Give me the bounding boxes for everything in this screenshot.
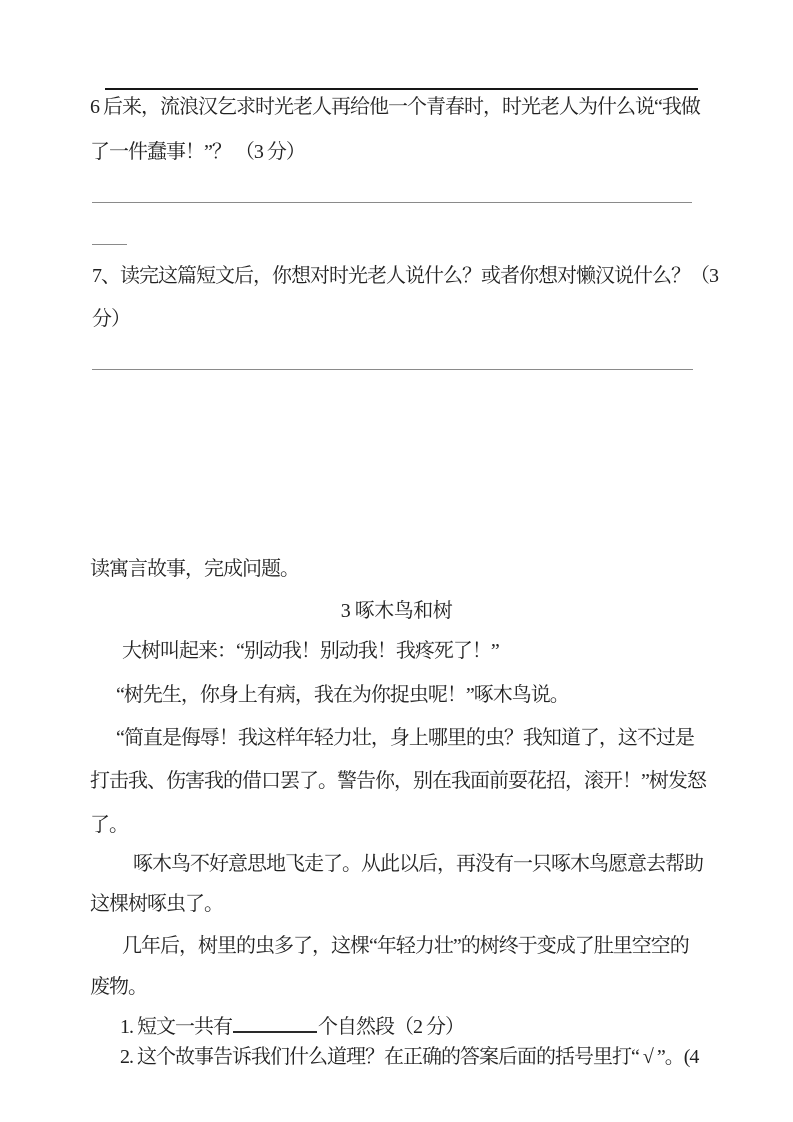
story-paragraph-4-line-1: 啄木鸟不好意思地飞走了。从此以后，再没有一只啄木鸟愿意去帮助 <box>133 853 703 875</box>
question-7-line-1: 7、读完这篇短文后，你想对时光老人说什么？或者你想对懒汉说什么？（3 <box>92 265 718 287</box>
question-7-line-2: 分） <box>92 308 130 330</box>
subquestion-1 <box>120 1013 464 1040</box>
story-paragraph-2: “树先生，你身上有病，我在为你捉虫呢！”啄木鸟说。 <box>116 684 569 706</box>
answer-blank-line-q6-short <box>92 244 127 245</box>
story-paragraph-3-line-3: 了。 <box>90 814 128 836</box>
story-paragraph-3-line-1: “简直是侮辱！我这样年轻力壮，身上哪里的虫？我知道了，这不过是 <box>116 727 694 749</box>
story-paragraph-4-line-2: 这棵树啄虫了。 <box>90 893 223 915</box>
top-divider-rule <box>105 88 698 90</box>
subquestion-1-prefix: 1. 短文一共有 <box>120 1016 232 1038</box>
answer-blank-line-q7 <box>92 369 693 370</box>
subquestion-2: 2. 这个故事告诉我们什么道理？在正确的答案后面的括号里打“ √ ”。(4 <box>120 1046 699 1068</box>
story-title: 3 啄木鸟和树 <box>340 600 453 622</box>
subquestion-1-suffix: 个自然段（2 分） <box>318 1016 464 1038</box>
story-paragraph-5-line-1: 几年后，树里的虫多了，这棵“年轻力壮”的树终于变成了肚里空空的 <box>122 935 689 957</box>
story-paragraph-1: 大树叫起来：“别动我！别动我！我疼死了！” <box>122 640 499 662</box>
story-paragraph-5-line-2: 废物。 <box>90 976 147 998</box>
fill-in-blank <box>233 1013 317 1033</box>
question-6-line-1: 6 后来，流浪汉乞求时光老人再给他一个青春时，时光老人为什么说“我做 <box>90 96 700 118</box>
story-paragraph-3-line-2: 打击我、伤害我的借口罢了。警告你，别在我面前耍花招，滚开！”树发怒 <box>90 770 706 792</box>
question-6-line-2: 了一件蠢事！”？ （3 分） <box>90 141 305 163</box>
answer-blank-line-q6-long <box>92 202 692 203</box>
reading-instruction: 读寓言故事，完成问题。 <box>90 558 299 580</box>
